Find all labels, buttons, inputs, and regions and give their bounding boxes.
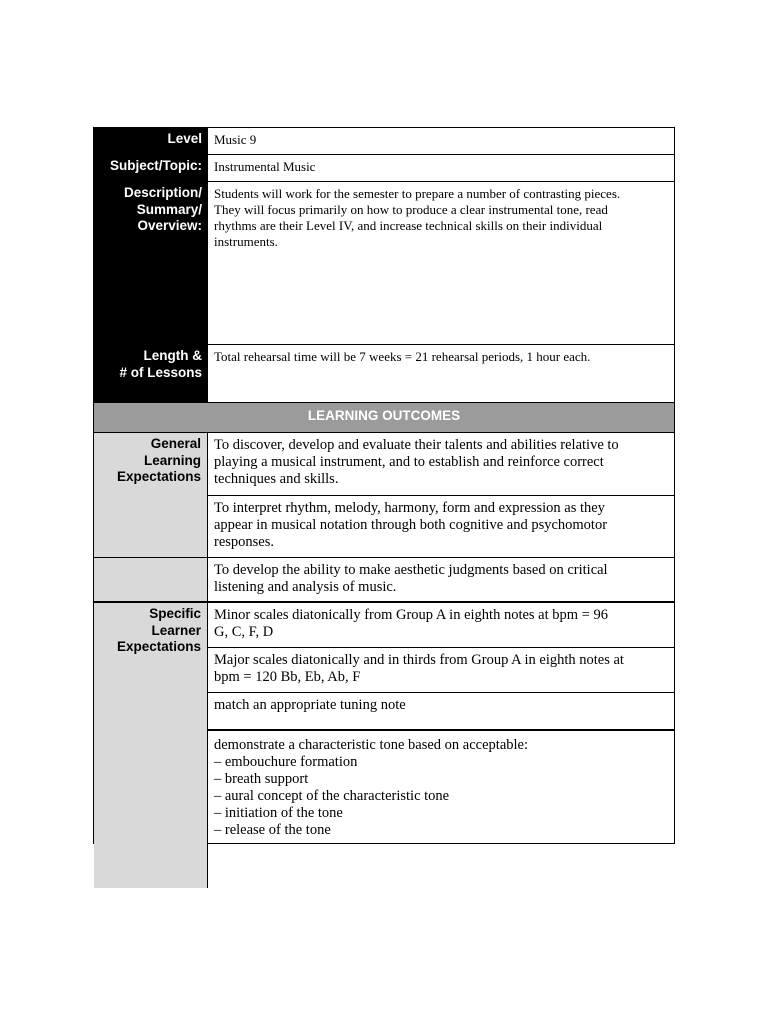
general-expectation-row xyxy=(94,433,674,495)
level-label: Level xyxy=(94,128,208,155)
specific-expectation-row xyxy=(94,693,674,730)
specific-expectation-item: Minor scales diatonically from Group A in eighth notes at bpm = 96 G, C, F, D xyxy=(214,607,608,640)
general-expectations-label: General Learning Expectations xyxy=(94,433,208,557)
description-value: Students will work for the semester to prepare a number of contrasting pieces. They will focus primarily on how to produce a clear instrumental tone, read rhythms are their Level IV, and increase technical skills on their individual instruments. xyxy=(214,186,621,249)
specific-expectation-item: Major scales diatonically and in thirds from Group A in eighth notes at bpm = 120 Bb, Eb, Ab, F xyxy=(214,652,624,685)
specific-expectation-item: demonstrate a characteristic tone based on acceptable: – embouchure formation – breath support – aural concept of the characteristic tone – initiation of the tone – release of the tone xyxy=(214,737,529,838)
lesson-plan-table xyxy=(93,127,675,844)
specific-expectation-row xyxy=(94,648,674,693)
specific-expectation-row xyxy=(94,603,674,654)
subject-value: Instrumental Music xyxy=(214,159,316,174)
general-expectation-item: To discover, develop and evaluate their talents and abilities relative to playing a musical instrument, and to establish and reinforce correct techniques and skills. xyxy=(214,437,619,487)
empty-label-cell xyxy=(94,558,208,602)
length-label: Length & # of Lessons xyxy=(94,345,208,403)
level-value: Music 9 xyxy=(214,132,257,147)
length-value: Total rehearsal time will be 7 weeks = 21 rehearsal periods, 1 hour each. xyxy=(214,349,591,364)
level-row xyxy=(94,128,674,155)
subject-row xyxy=(94,155,674,182)
general-expectation-row xyxy=(94,496,674,557)
general-expectation-item: To develop the ability to make aesthetic judgments based on critical listening and analysis of music. xyxy=(214,562,608,595)
learning-outcomes-header: LEARNING OUTCOMES xyxy=(94,403,674,433)
subject-label: Subject/Topic: xyxy=(94,155,208,182)
length-row xyxy=(94,345,674,403)
specific-expectation-item: match an appropriate tuning note xyxy=(214,697,406,713)
description-row xyxy=(94,182,674,345)
specific-expectations-label: Specific Learner Expectations xyxy=(94,603,208,888)
description-label: Description/ Summary/ Overview: xyxy=(94,182,208,345)
general-expectation-row xyxy=(94,558,674,602)
general-expectation-item: To interpret rhythm, melody, harmony, form and expression as they appear in musical notation through both cognitive and psychomotor responses. xyxy=(214,500,608,550)
specific-expectation-row xyxy=(94,731,674,843)
